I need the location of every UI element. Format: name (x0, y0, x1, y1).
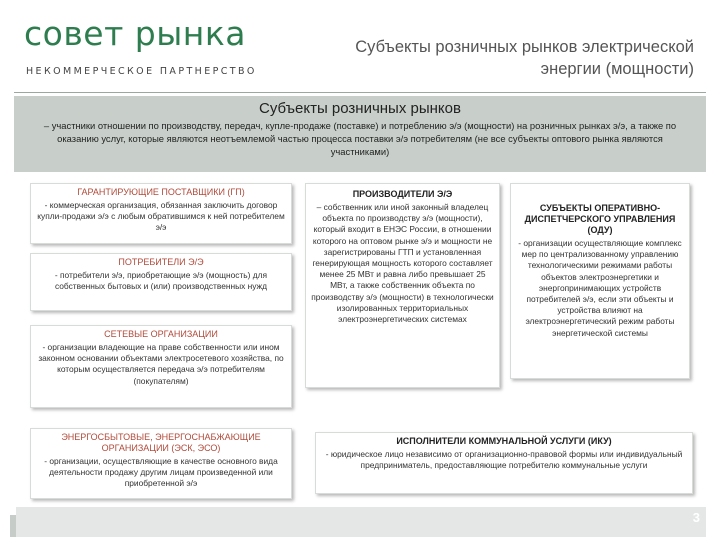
box-networks-text: - организации владеющие на праве собственности или ином законном основании объектами электросетевого хозяйства, по которым осуществляется передача э/э потребителям (покупателям) (38, 342, 284, 386)
box-gp-title: ГАРАНТИРУЮЩИЕ ПОСТАВЩИКИ (ГП) (77, 187, 245, 197)
logo-title: совет рынка (24, 14, 247, 53)
slide-title: Субъекты розничных рынков электрической энергии (мощности) (355, 38, 694, 78)
box-consumers-title: ПОТРЕБИТЕЛИ Э/Э (118, 257, 204, 267)
box-esk-text: - организации, осуществляющие в качестве основного вида деятельности продажу другим лицам произведенной или приобретенной э/э (44, 456, 278, 489)
box-odu (510, 183, 690, 379)
box-networks (30, 325, 292, 408)
banner-text: – участники отношении по производству, передач, купле-продаже (поставке) и потреблению э/э (мощности) на розничных рынках э/э, а также по оказанию услуг, которые являются неотъемлемой частью процесса поставки э/э потребителям (не все субъекты оптового рынка являются участниками) (43, 120, 677, 157)
box-gp (30, 183, 292, 244)
definition-banner (14, 96, 706, 172)
box-odu-title: СУБЪЕКТЫ ОПЕРАТИВНО-ДИСПЕТЧЕРСКОГО УПРАВЛЕНИЯ (ОДУ) (524, 203, 676, 235)
header-divider (14, 92, 706, 93)
box-producers-title: ПРОИЗВОДИТЕЛИ Э/Э (352, 189, 453, 199)
footer-bar (16, 507, 706, 537)
box-esk (30, 428, 292, 499)
box-producers-text: – собственник или иной законный владелец объекта по производству э/э (мощности), который входит в ЕНЭС России, в отношении которого на оптовом рынке э/э и мощности не зарегистрированы ГТП и установленная генерирующая мощность которого составляет менее 25 МВт и равна либо превышает 25 МВт, а также собственник объекта по производству э/э (мощности) в технологически изолированных территориальных электроэнергетических системах (311, 202, 494, 325)
box-consumers (30, 253, 292, 311)
box-iku (315, 432, 693, 494)
box-esk-title: ЭНЕРГОСБЫТОВЫЕ, ЭНЕРГОСНАБЖАЮЩИЕ ОРГАНИЗАЦИИ (ЭСК, ЭСО) (61, 432, 261, 453)
banner-title: Субъекты розничных рынков (259, 100, 461, 117)
box-consumers-text: - потребители э/э, приобретающие э/э (мощность) для собственных бытовых и (или) производственных нужд (54, 270, 268, 292)
logo-subtitle: НЕКОММЕРЧЕСКОЕ ПАРТНЕРСТВО (26, 66, 257, 77)
box-gp-text: - коммерческая организация, обязанная заключить договор купли-продажи э/э с любым обратившимся к ней потребителем э/э (37, 200, 285, 233)
page-number: 3 (692, 510, 700, 525)
box-producers (305, 183, 500, 388)
box-networks-title: СЕТЕВЫЕ ОРГАНИЗАЦИИ (104, 329, 218, 339)
box-iku-title: ИСПОЛНИТЕЛИ КОММУНАЛЬНОЙ УСЛУГИ (ИКУ) (396, 436, 612, 446)
box-iku-text: - юридическое лицо независимо от организационно-правовой формы или индивидуальный предприниматель, предоставляющие потребителю коммунальные услуги (325, 449, 683, 471)
box-odu-text: - организации осуществляющие комплекс мер по централизованному управлению технологическими режимами работы объектов электроэнергетики и энергопринимающих устройств потребителей э/э, если эти объекты и устройства влияют на электроэнергетический режим работы энергетической системы (518, 238, 682, 338)
